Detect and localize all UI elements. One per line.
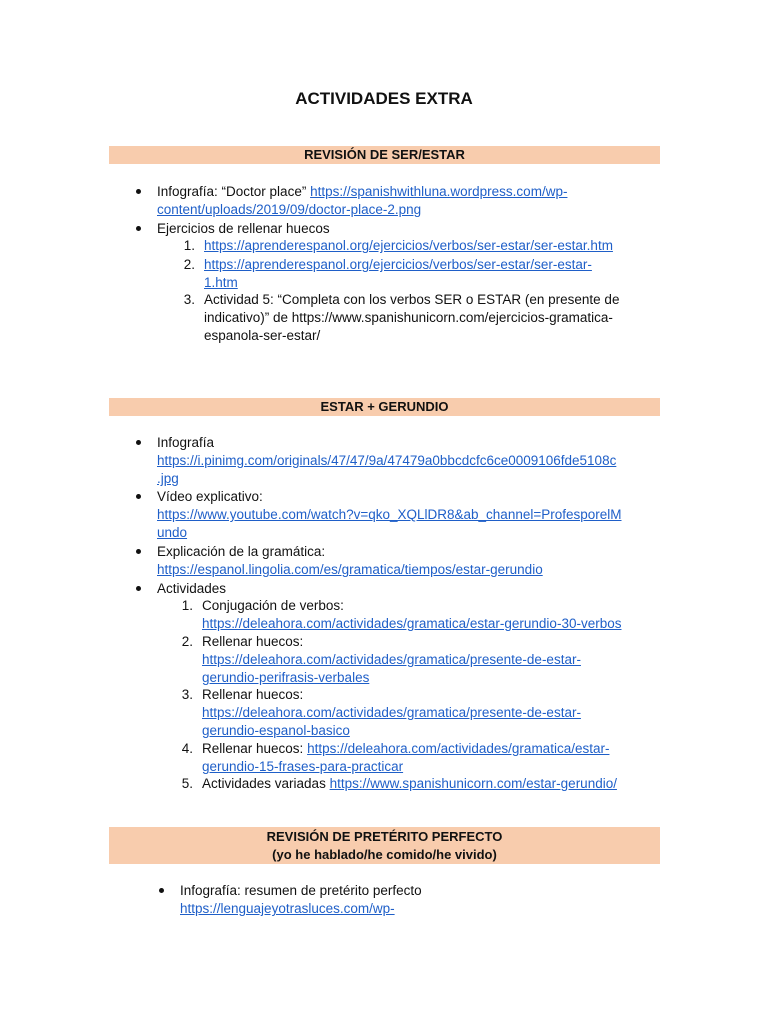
section-heading-line: REVISIÓN DE PRETÉRITO PERFECTO (266, 829, 503, 844)
video-link-cont[interactable]: undo (157, 525, 188, 540)
item-label: Rellenar huecos: (202, 634, 304, 649)
infografia-link[interactable]: https://i.pinimg.com/originals/47/47/9a/47479a0bbcdcfc6ce0009106fde5108c (157, 453, 617, 468)
activity-link[interactable]: https://deleahora.com/actividades/gramatica/presente-de-estar- (202, 705, 581, 720)
item-number: 2. (181, 634, 193, 649)
item-label: Ejercicios de rellenar huecos (157, 221, 330, 236)
sub-list-item (181, 775, 617, 793)
list-item (157, 183, 567, 219)
bullet-icon (136, 226, 141, 231)
list-item (157, 580, 226, 598)
item-label: Conjugación de verbos: (202, 598, 344, 613)
bullet-icon (159, 888, 164, 893)
list-item (157, 220, 330, 238)
infografia-link-cont[interactable]: .jpg (157, 471, 179, 486)
item-number: 5. (181, 776, 193, 791)
activity-link[interactable]: https://www.spanishunicorn.com/estar-gerundio/ (329, 776, 617, 791)
item-label: Infografía: “Doctor place” (157, 184, 311, 199)
item-label: Actividades variadas (202, 776, 330, 791)
activity-link[interactable]: https://deleahora.com/actividades/gramatica/estar-gerundio-30-verbos (202, 616, 622, 631)
item-text: espanola-ser-estar/ (204, 328, 321, 343)
bullet-icon (136, 586, 141, 591)
infografia-link[interactable]: https://spanishwithluna.wordpress.com/wp- (310, 184, 568, 199)
item-label: Explicación de la gramática: (157, 544, 326, 559)
item-number: 3. (183, 292, 195, 307)
item-label: Rellenar huecos: (202, 687, 304, 702)
page-title: ACTIVIDADES EXTRA (295, 89, 473, 108)
exercise-link[interactable]: https://aprenderespanol.org/ejercicios/verbos/ser-estar/ser-estar- (204, 257, 592, 272)
item-text: indicativo)” de https://www.spanishunicorn.com/ejercicios-gramatica- (204, 310, 613, 325)
activity-link-cont[interactable]: gerundio-espanol-basico (202, 723, 350, 738)
item-number: 1. (181, 598, 193, 613)
section-heading-preterito-perfecto (109, 827, 660, 864)
sub-list-item (181, 633, 581, 687)
sub-list-item (181, 686, 581, 740)
item-text: Actividad 5: “Completa con los verbos SER o ESTAR (en presente de (204, 292, 620, 307)
exercise-link-cont[interactable]: 1.htm (204, 275, 238, 290)
bullet-icon (136, 549, 141, 554)
item-number: 4. (181, 741, 193, 756)
item-label: Vídeo explicativo: (157, 489, 263, 504)
bullet-icon (136, 189, 141, 194)
item-number: 3. (181, 687, 193, 702)
item-label: Actividades (157, 581, 227, 596)
list-item (157, 434, 616, 488)
list-item (180, 882, 422, 918)
activity-link-cont[interactable]: gerundio-perifrasis-verbales (202, 670, 370, 685)
bullet-icon (136, 440, 141, 445)
activity-link[interactable]: https://deleahora.com/actividades/gramatica/estar- (307, 741, 610, 756)
exercise-link[interactable]: https://aprenderespanol.org/ejercicios/verbos/ser-estar/ser-estar.htm (204, 238, 613, 253)
item-number: 2. (183, 257, 195, 272)
item-label: Infografía (157, 435, 215, 450)
sub-list-item (181, 597, 622, 633)
item-number: 1. (183, 238, 195, 253)
activity-link[interactable]: https://deleahora.com/actividades/gramatica/presente-de-estar- (202, 652, 581, 667)
sub-list-item (183, 237, 613, 255)
activity-link-cont[interactable]: gerundio-15-frases-para-practicar (202, 759, 404, 774)
list-item (157, 543, 543, 579)
list-item (157, 488, 622, 542)
grammar-link[interactable]: https://espanol.lingolia.com/es/gramatica/tiempos/estar-gerundio (157, 562, 543, 577)
infografia-link-cont[interactable]: content/uploads/2019/09/doctor-place-2.png (157, 202, 422, 217)
section-heading-ser-estar: REVISIÓN DE SER/ESTAR (109, 146, 660, 164)
sub-list-item (183, 256, 592, 292)
bullet-icon (136, 494, 141, 499)
sub-list-item (181, 740, 610, 776)
sub-list-item (183, 291, 620, 345)
section-heading-subline: (yo he hablado/he comido/he vivido) (272, 847, 497, 862)
item-label: Rellenar huecos: (202, 741, 308, 756)
infografia-link[interactable]: https://lenguajeyotrasluces.com/wp- (180, 901, 395, 916)
section-heading-estar-gerundio: ESTAR + GERUNDIO (109, 398, 660, 416)
video-link[interactable]: https://www.youtube.com/watch?v=qko_XQLlDR8&ab_channel=ProfesporelM (157, 507, 622, 522)
item-label: Infografía: resumen de pretérito perfecto (180, 883, 422, 898)
